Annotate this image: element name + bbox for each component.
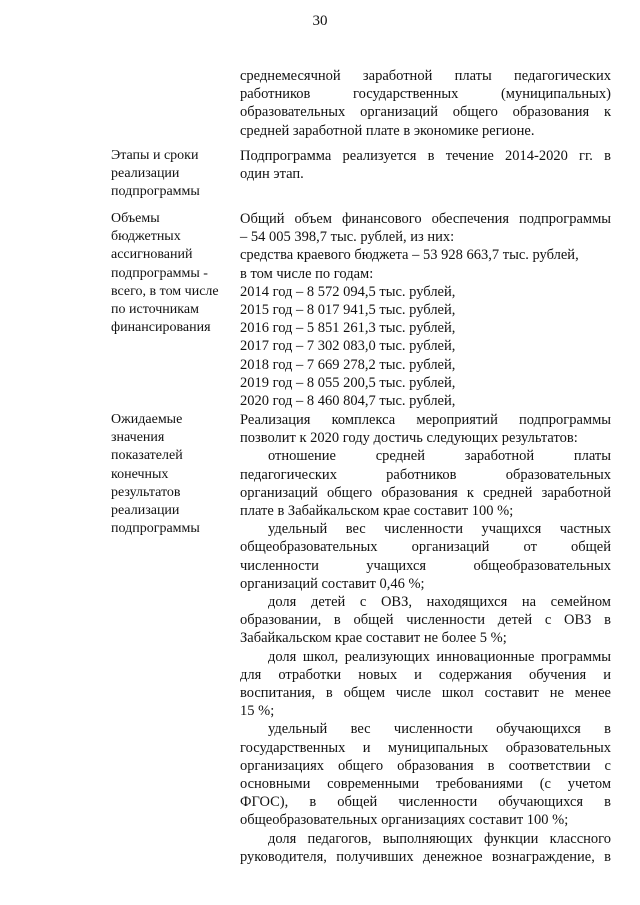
label-line: подпрограммы: [111, 521, 200, 537]
text-line: среднемесячной заработной платы педагогических: [240, 68, 611, 84]
label-line: Объемы: [111, 211, 160, 226]
text-line: организаций составит 0,46 %;: [240, 575, 425, 592]
label-line: конечных: [111, 466, 169, 482]
label-line: реализации: [111, 503, 180, 519]
intro-text: [240, 67, 611, 140]
text-line: отношение средней заработной платы: [268, 448, 611, 465]
text-line: позволит к 2020 году достичь следующих результатов:: [240, 430, 578, 447]
funding-year-line: 2015 год – 8 017 941,5 тыс. рублей,: [240, 302, 456, 319]
text-line: ФГОС), в общей численности обучающихся в: [240, 794, 611, 811]
text-line: Общий объем финансового обеспечения подпрограммы: [240, 211, 611, 227]
text-line: основными современными требованиями (с учетом: [240, 776, 611, 793]
label-line: ассигнований: [111, 247, 193, 263]
label-line: реализации: [111, 166, 180, 182]
text-line: доля школ, реализующих инновационные программы: [268, 648, 611, 665]
text-line: Подпрограмма реализуется в течение 2014-2020 гг. в: [240, 148, 611, 164]
text-line: образовательных организаций общего образования к: [240, 104, 611, 121]
funding-year-line: 2014 год – 8 572 094,5 тыс. рублей,: [240, 283, 456, 300]
funding-year-line: 2016 год – 5 851 261,3 тыс. рублей,: [240, 320, 456, 337]
text-line: численности учащихся общеобразовательных: [240, 557, 611, 574]
text-line: организациях общего образования в соответствии с: [240, 757, 611, 774]
funding-year-line: 2017 год – 7 302 083,0 тыс. рублей,: [240, 338, 456, 355]
funding-text: [240, 210, 611, 410]
text-line: удельный вес численности обучающихся в: [268, 721, 611, 738]
text-line: доля детей с ОВЗ, находящихся на семейном: [268, 594, 611, 611]
text-line: удельный вес численности учащихся частных: [268, 521, 611, 538]
label-line: Этапы и сроки: [111, 148, 199, 163]
funding-year-line: 2019 год – 8 055 200,5 тыс. рублей,: [240, 374, 456, 391]
results-label: [111, 411, 223, 538]
text-line: воспитания, в общем числе школ составит не менее: [240, 685, 611, 702]
text-line: руководителя, получивших денежное вознаграждение, в: [240, 848, 611, 865]
results-text: [240, 411, 611, 866]
text-line: организаций общего образования к средней заработной: [240, 484, 611, 501]
text-line: работников государственных (муниципальных): [240, 86, 611, 103]
text-line: средней заработной плате в экономике регионе.: [240, 122, 535, 139]
page-number: 30: [312, 13, 328, 29]
funding-year-line: 2018 год – 7 669 278,2 тыс. рублей,: [240, 356, 456, 373]
text-line: средства краевого бюджета – 53 928 663,7 тыс. рублей,: [240, 247, 579, 264]
stages-label: [111, 147, 223, 202]
label-line: подпрограммы -: [111, 265, 208, 281]
text-line: доля педагогов, выполняющих функции классного: [268, 830, 611, 847]
text-line: общеобразовательных организаций от общей: [240, 539, 611, 556]
text-line: плате в Забайкальском крае составит 100 %;: [240, 503, 514, 520]
label-line: всего, в том числе: [111, 283, 219, 299]
text-line: – 54 005 398,7 тыс. рублей, из них:: [240, 229, 455, 246]
funding-label: [111, 210, 223, 337]
label-line: показателей: [111, 448, 183, 464]
text-line: государственных и муниципальных образовательных: [240, 739, 611, 756]
text-line: образовании, в общей численности детей с ОВЗ в: [240, 612, 611, 629]
text-line: общеобразовательных организациях составит 100 %;: [240, 812, 569, 829]
text-line: педагогических работников образовательных: [240, 466, 611, 483]
label-line: подпрограммы: [111, 184, 200, 200]
text-line: для отработки новых и содержания обучения и: [240, 666, 611, 683]
label-line: финансирования: [111, 320, 211, 336]
text-line: Забайкальском крае составит не более 5 %;: [240, 630, 507, 647]
funding-year-line: 2020 год – 8 460 804,7 тыс. рублей,: [240, 393, 456, 410]
text-line: один этап.: [240, 166, 304, 183]
label-line: результатов: [111, 484, 181, 500]
text-line: 15 %;: [240, 703, 275, 720]
text-line: Реализация комплекса мероприятий подпрограммы: [240, 412, 611, 428]
stages-text: [240, 147, 611, 183]
label-line: значения: [111, 430, 165, 446]
text-line: в том числе по годам:: [240, 265, 374, 282]
label-line: Ожидаемые: [111, 412, 183, 427]
label-line: по источникам: [111, 302, 199, 318]
label-line: бюджетных: [111, 229, 181, 245]
